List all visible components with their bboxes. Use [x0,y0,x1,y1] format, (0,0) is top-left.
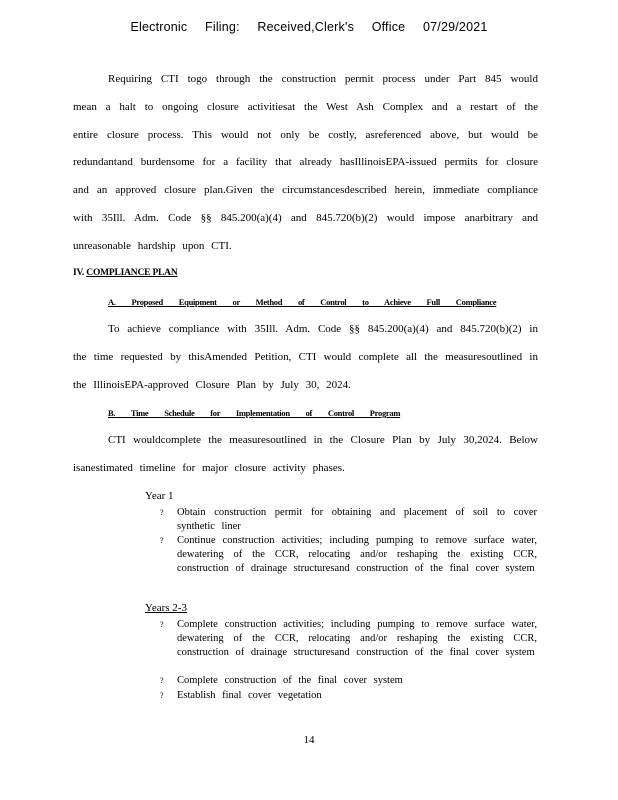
list-item-text: Complete construction activities; including pumping to remove surface water, dewatering of the CCR, relocating and/or reshaping the existing CCR, construction of drainage structuresand construction of the final cover system [177,619,537,658]
subsection-b-heading [108,408,400,418]
subsection-b-title: Time Schedule for Implementation of Control Program [130,408,401,418]
subsection-a-title: Proposed Equipment or Method of Control to Achieve Full Compliance [131,297,497,307]
year1-label: Year 1 [145,490,174,502]
subsection-a-label: A. [108,297,116,307]
filing-header: Electronic Filing: Received,Clerk's Office 07/29/2021 [130,20,488,34]
page-number: 14 [303,734,315,746]
bullet-icon: ? [160,620,164,629]
years23-label: Years 2-3 [145,602,187,614]
bullet-icon: ? [160,536,164,545]
list-item-text: Complete construction of the final cover system [177,675,403,686]
section-number: IV. [73,268,85,278]
bullet-icon: ? [160,691,164,700]
list-item-text: Establish final cover vegetation [177,690,322,701]
subsection-a-heading [108,297,496,307]
paragraph-hardship: Requiring CTI togo through the construction permit process under Part 845 would mean a halt to ongoing closure activitiesat the West Ash Complex and a restart of the entire closure process. This would not only be costly, asreferenced above, but would be redundantand burdensome for a facility that already hasIllinoisEPA-issued permits for closure and an approved closure plan.Given the circumstancesdescribed herein, immediate compliance with 35Ill. Adm. Code §§ 845.200(a)(4) and 845.720(b)(2) would impose anarbitrary and unreasonable hardship upon CTI. [73,73,538,252]
list-item-text: Continue construction activities; including pumping to remove surface water, dewatering of the CCR, relocating and/or reshaping the existing CCR, construction of drainage structuresand construction of the final cover system [177,535,537,574]
list-item-text: Obtain construction permit for obtaining and placement of soil to cover synthetic liner [177,507,537,532]
bullet-icon: ? [160,676,164,685]
paragraph-compliance: To achieve compliance with 35Ill. Adm. Code §§ 845.200(a)(4) and 845.720(b)(2) in the time requested by thisAmended Petition, CTI would complete all the measuresoutlined in the IllinoisEPA-approved Closure Plan by July 30, 2024. [73,323,538,391]
section-title: COMPLIANCE PLAN [86,268,178,278]
section-iv-heading [73,268,178,278]
bullet-icon: ? [160,508,164,517]
paragraph-timeline-intro: CTI wouldcomplete the measuresoutlined in the Closure Plan by July 30,2024. Below isanestimated timeline for major closure activity phases. [73,434,538,474]
subsection-b-label: B. [108,408,116,418]
